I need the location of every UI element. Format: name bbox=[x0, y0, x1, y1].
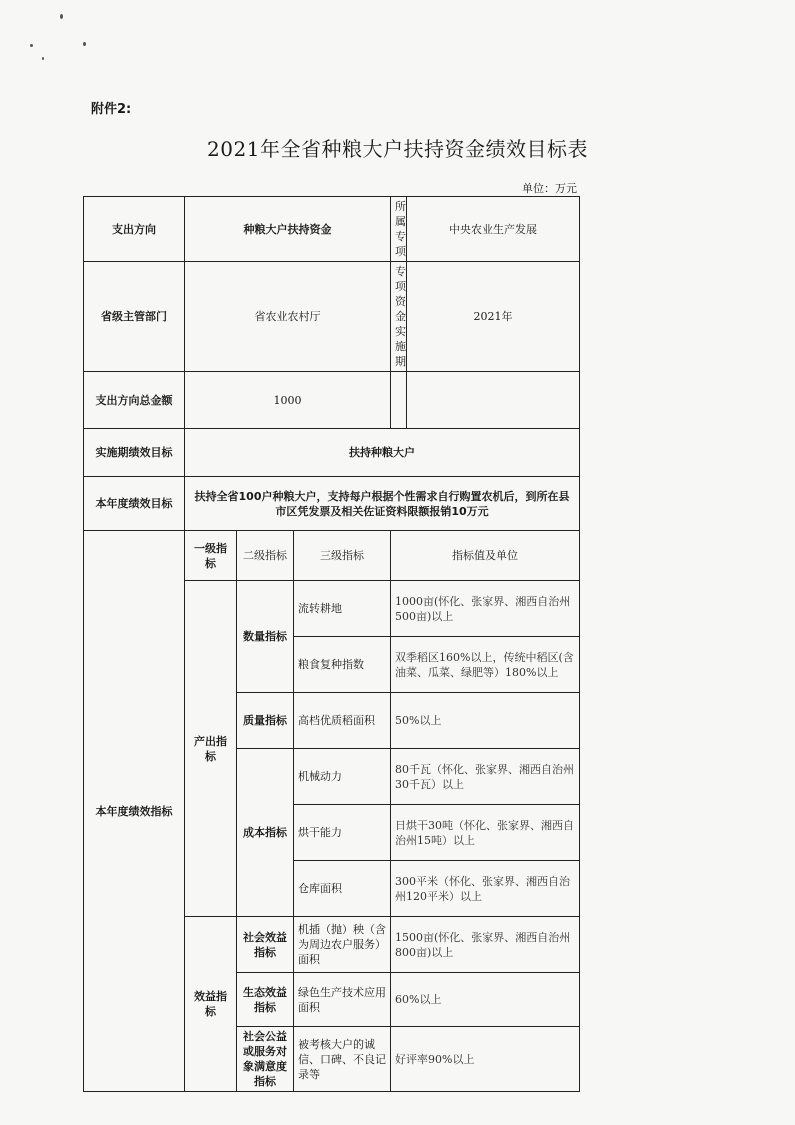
scan-speck bbox=[60, 14, 63, 19]
indicator-name: 机械动力 bbox=[294, 749, 391, 805]
table-row bbox=[84, 477, 580, 531]
annual-indicators-label: 本年度绩效指标 bbox=[84, 531, 185, 1092]
empty-cell bbox=[391, 372, 407, 429]
department-value: 省农业农村厅 bbox=[185, 262, 391, 372]
period-goal-label: 实施期绩效目标 bbox=[84, 429, 185, 477]
annual-goal-label: 本年度绩效目标 bbox=[84, 477, 185, 531]
unit-label: 单位：万元 bbox=[522, 182, 577, 195]
indicator-name: 高档优质稻面积 bbox=[294, 693, 391, 749]
indicator-header-row bbox=[84, 531, 580, 581]
quantity-indicator-label: 数量指标 bbox=[237, 581, 294, 693]
indicator-value: 60%以上 bbox=[391, 973, 580, 1027]
quality-indicator-label: 质量指标 bbox=[237, 693, 294, 749]
output-indicator-label: 产出指标 bbox=[185, 581, 237, 917]
header-value: 指标值及单位 bbox=[391, 531, 580, 581]
period-goal-value: 扶持种粮大户 bbox=[185, 429, 580, 477]
total-label: 支出方向总金额 bbox=[84, 372, 185, 429]
table-row bbox=[84, 197, 580, 262]
scan-speck bbox=[30, 44, 33, 47]
table-row bbox=[84, 429, 580, 477]
period-value: 2021年 bbox=[407, 262, 580, 372]
satisfaction-label: 社会公益或服务对象满意度指标 bbox=[237, 1027, 294, 1092]
indicator-name: 仓库面积 bbox=[294, 861, 391, 917]
direction-label: 支出方向 bbox=[84, 197, 185, 262]
social-benefit-label: 社会效益指标 bbox=[237, 917, 294, 973]
special-value: 中央农业生产发展 bbox=[407, 197, 580, 262]
department-label: 省级主管部门 bbox=[84, 262, 185, 372]
special-label: 所属专项 bbox=[391, 197, 407, 262]
cost-indicator-label: 成本指标 bbox=[237, 749, 294, 917]
period-label: 专项资金实施期 bbox=[391, 262, 407, 372]
indicator-name: 粮食复种指数 bbox=[294, 637, 391, 693]
header-level3: 三级指标 bbox=[294, 531, 391, 581]
attachment-label: 附件2: bbox=[91, 102, 132, 117]
indicator-name: 绿色生产技术应用面积 bbox=[294, 973, 391, 1027]
table-row bbox=[84, 372, 580, 429]
empty-cell bbox=[407, 372, 580, 429]
indicator-value: 双季稻区160%以上，传统中稻区(含油菜、瓜菜、绿肥等）180%以上 bbox=[391, 637, 580, 693]
annual-goal-value: 扶持全省100户种粮大户，支持每户根据个性需求自行购置农机后，到所在县市区凭发票及相关佐证资料限额报销10万元 bbox=[185, 477, 580, 531]
indicator-value: 1000亩(怀化、张家界、湘西自治州500亩)以上 bbox=[391, 581, 580, 637]
indicator-name: 被考核大户的诚信、口碑、不良记录等 bbox=[294, 1027, 391, 1092]
performance-target-table bbox=[83, 196, 580, 1092]
benefit-indicator-label: 效益指标 bbox=[185, 917, 237, 1092]
direction-value: 种粮大户扶持资金 bbox=[185, 197, 391, 262]
indicator-value: 日烘干30吨（怀化、张家界、湘西自治州15吨）以上 bbox=[391, 805, 580, 861]
indicator-value: 300平米（怀化、张家界、湘西自治州120平米）以上 bbox=[391, 861, 580, 917]
indicator-value: 1500亩(怀化、张家界、湘西自治州800亩)以上 bbox=[391, 917, 580, 973]
indicator-name: 机插（抛）秧（含为周边农户服务）面积 bbox=[294, 917, 391, 973]
indicator-value: 好评率90%以上 bbox=[391, 1027, 580, 1092]
indicator-name: 烘干能力 bbox=[294, 805, 391, 861]
scan-speck bbox=[42, 57, 44, 60]
ecological-benefit-label: 生态效益指标 bbox=[237, 973, 294, 1027]
table-row bbox=[84, 262, 580, 372]
header-level1: 一级指标 bbox=[185, 531, 237, 581]
total-value: 1000 bbox=[185, 372, 391, 429]
indicator-name: 流转耕地 bbox=[294, 581, 391, 637]
scan-speck bbox=[83, 42, 86, 46]
header-level2: 二级指标 bbox=[237, 531, 294, 581]
indicator-value: 50%以上 bbox=[391, 693, 580, 749]
indicator-value: 80千瓦（怀化、张家界、湘西自治州30千瓦）以上 bbox=[391, 749, 580, 805]
page-title: 2021年全省种粮大户扶持资金绩效目标表 bbox=[207, 137, 588, 161]
